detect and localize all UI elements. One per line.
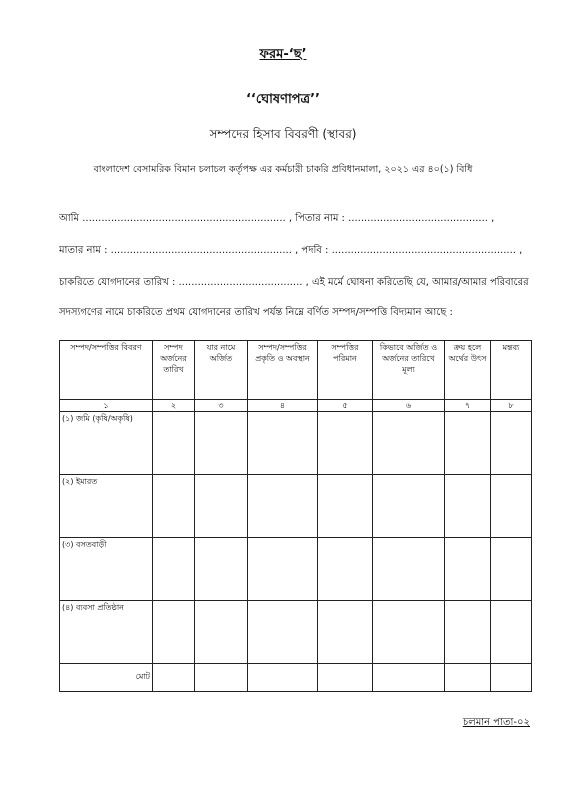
continued-page-note: চলমান পাতা-০২ [462,717,530,728]
table-cell [195,412,248,475]
table-cell [153,412,195,475]
table-row-residence [60,538,532,601]
table-row-business [60,601,532,664]
table-cell [248,538,318,601]
form-title: ফরম-‘ছ’ [259,47,307,62]
table-cell [248,664,318,692]
header-acquired-in-name: যার নামে অর্জিত [195,341,248,400]
table-cell [318,664,373,692]
table-cell [318,412,373,475]
column-number: ৫ [318,400,373,412]
table-row-total [60,664,532,692]
row-label-land: (১) জমি (কৃষি/অকৃষি) [60,412,153,475]
table-cell [373,412,445,475]
table-cell [318,601,373,664]
asset-table [59,340,532,692]
column-number: ১ [60,400,153,412]
table-cell [491,664,532,692]
table-cell [248,601,318,664]
row-label-residence: (৩) বসতবাড়ী [60,538,153,601]
table-cell [491,475,532,538]
table-cell [318,538,373,601]
table-cell [445,664,491,692]
declarant-name-line: আমি ................................................................ , পিতার নাম : ............................................ , [59,213,495,224]
declaration-heading: ‘‘ঘোষণাপত্র’’ [245,92,320,107]
column-number: ৮ [491,400,532,412]
header-acquisition-date: সম্পদ অর্জনের তারিখ [153,341,195,400]
table-cell [153,664,195,692]
table-cell [491,538,532,601]
table-cell [373,601,445,664]
table-cell [373,475,445,538]
table-cell [445,475,491,538]
table-cell [153,601,195,664]
table-cell [248,412,318,475]
table-cell [195,538,248,601]
header-how-acquired-value: কিভাবে অর্জিত ও অর্জনের তারিখে মূল্য [373,341,445,400]
table-cell [248,475,318,538]
column-number: ৩ [195,400,248,412]
table-header-row [60,341,532,400]
column-number-row [60,400,532,412]
row-label-building: (২) ইমারত [60,475,153,538]
table-cell [318,475,373,538]
column-number: ৪ [248,400,318,412]
table-cell [491,412,532,475]
table-row-land [60,412,532,475]
table-cell [373,664,445,692]
table-cell [445,412,491,475]
header-asset-description: সম্পদ/সম্পত্তির বিবরণ [60,341,153,400]
total-label: মোট [60,664,153,692]
table-cell [373,538,445,601]
joining-date-line: চাকরিতে যোগদানের তারিখ : ....................................... , এই মর্মে ঘোষনা করিতেছি যে, আমার/আমার পরিবারের [59,277,529,288]
declaration-statement-line: সদস্যগণের নামে চাকরিতে প্রথম যোগদানের তারিখ পর্যন্ত নিম্নে বর্ণিত সম্পদ/সম্পত্তি বিদ্যমান আছে : [59,307,453,318]
table-cell [195,664,248,692]
header-source-of-funds: ক্রয় হলে অর্থের উৎস [445,341,491,400]
row-label-business: (৪) ব্যবসা প্রতিষ্ঠান [60,601,153,664]
column-number: ৭ [445,400,491,412]
header-quantity: সম্পত্তির পরিমান [318,341,373,400]
mother-designation-line: মাতার নাম : ......................................................... , পদবি : .......................................................... , [59,245,523,256]
table-cell [195,475,248,538]
table-cell [445,601,491,664]
rule-reference: বাংলাদেশ বেসামরিক বিমান চলাচল কর্তৃপক্ষ এর কর্মচারী চাকরি প্রবিধানমালা, ২০২১ এর ৪০(১) বিধি [93,164,473,175]
table-cell [491,601,532,664]
table-cell [153,538,195,601]
header-nature-location: সম্পদ/সম্পত্তির প্রকৃতি ও অবস্থান [248,341,318,400]
table-cell [445,538,491,601]
table-cell [153,475,195,538]
table-cell [195,601,248,664]
header-remarks: মন্তব্য [491,341,532,400]
column-number: ২ [153,400,195,412]
document-subtitle: সম্পদের হিসাব বিবরণী (স্থাবর) [209,127,357,141]
table-row-building [60,475,532,538]
column-number: ৬ [373,400,445,412]
